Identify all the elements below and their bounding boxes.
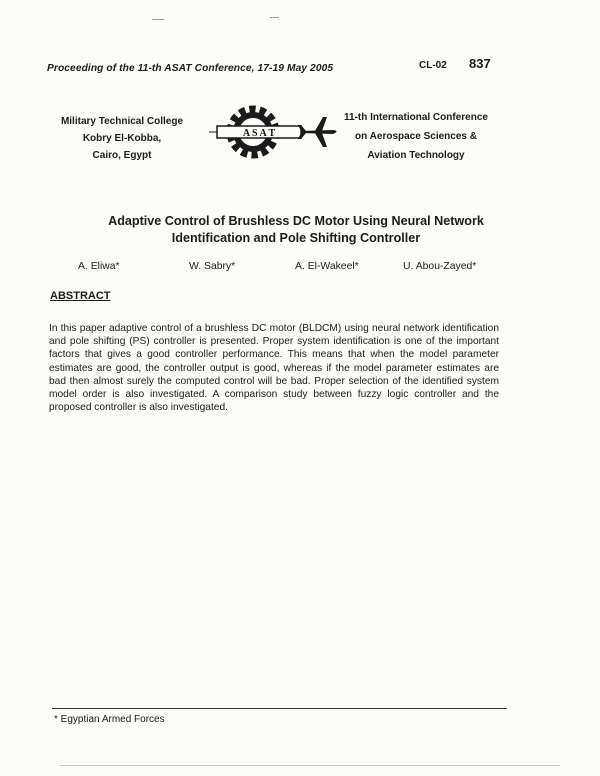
affiliation-right [330, 108, 502, 165]
paper-code: CL-02 [419, 60, 447, 71]
paper-title-line: Adaptive Control of Brushless DC Motor Using Neural Network [108, 214, 484, 228]
affiliation-left-line: Military Technical College [60, 116, 184, 127]
affiliation-right-line: Aviation Technology [367, 150, 465, 161]
page-number: 837 [469, 56, 491, 71]
logo-text: A S A T [242, 128, 276, 139]
abstract-body: In this paper adaptive control of a brushless DC motor (BLDCM) using neural network identification and pole shifting (PS) controller is presented. Proper system identification is one of the important factors that gives a good controller performance. This means that when the model parameter estimates are good, the controller output is good, whereas if the model parameter estimates are bad then almost surely the computed control will be bad. Proper selection of the identified system model order is also investigated. A comparison study between fuzzy logic controller and the proposed controller is also investigated. [49, 323, 499, 414]
abstract-heading: ABSTRACT [50, 290, 111, 302]
footnote-rule [52, 708, 507, 709]
affiliation-left [52, 113, 192, 164]
affiliation-left-line: Cairo, Egypt [92, 150, 152, 161]
scan-mark [60, 765, 560, 766]
paper-title-line: Identification and Pole Shifting Controller [171, 231, 421, 245]
author-name: A. Eliwa* [78, 261, 120, 272]
scan-mark [270, 17, 279, 18]
scan-mark [152, 19, 164, 20]
footnote: * Egyptian Armed Forces [54, 714, 165, 725]
affiliation-right-line: on Aerospace Sciences & [355, 131, 477, 142]
proceeding-line: Proceeding of the 11-th ASAT Conference, 17-19 May 2005 [47, 63, 334, 74]
paper-title [40, 213, 552, 247]
author-name: A. El-Wakeel* [295, 261, 359, 272]
author-name: W. Sabry* [189, 261, 236, 272]
affiliation-right-line: 11-th International Conference [344, 112, 488, 123]
author-name: U. Abou-Zayed* [403, 261, 477, 272]
affiliation-left-line: Kobry El-Kobba, [82, 133, 162, 144]
asat-logo [209, 103, 344, 161]
